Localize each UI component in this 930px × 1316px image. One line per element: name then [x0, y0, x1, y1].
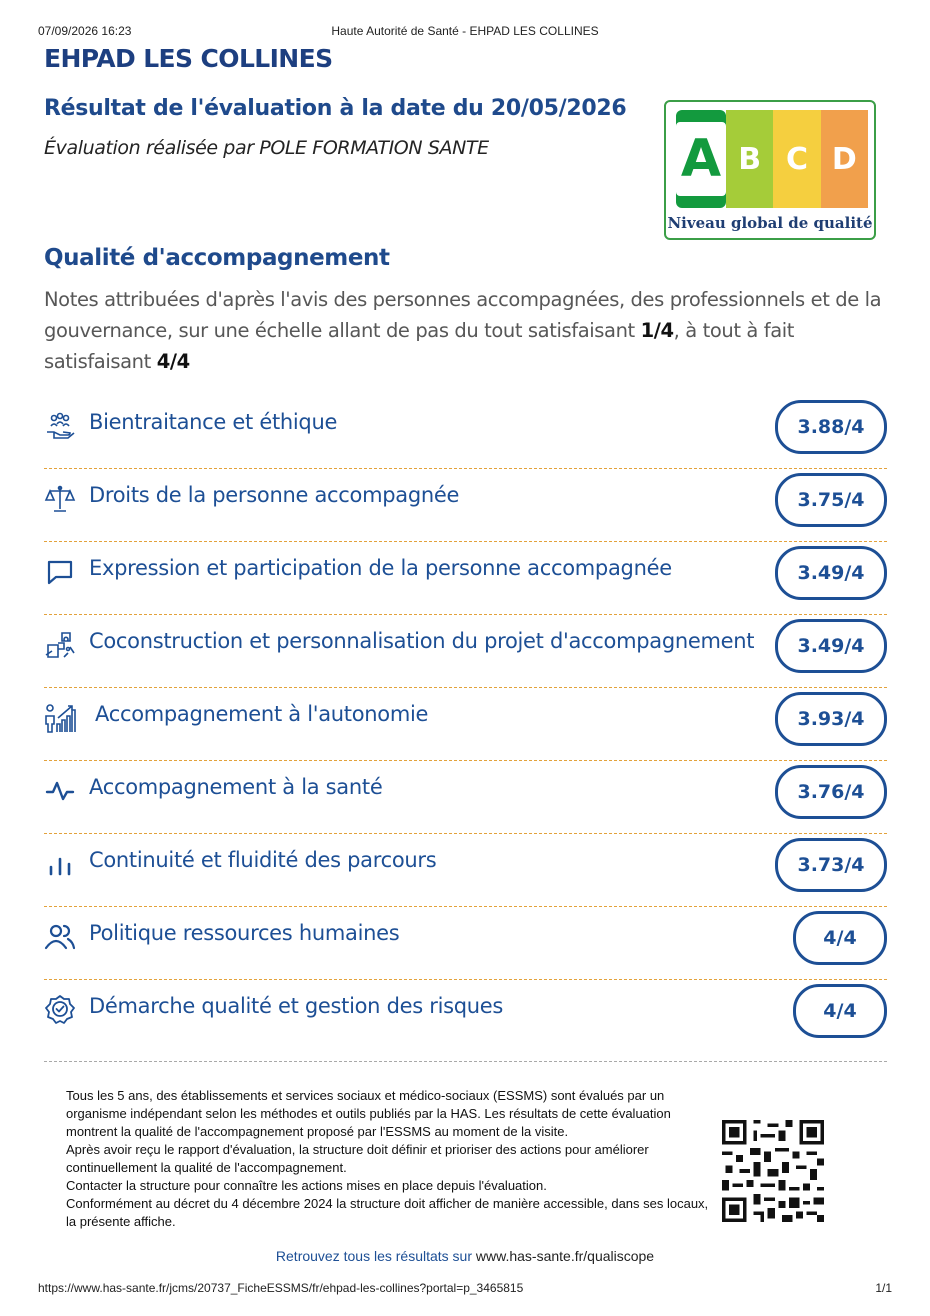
criterion-score: 4/4 [793, 911, 887, 965]
disclaimer-paragraph: Après avoir reçu le rapport d'évaluation, la structure doit définir et prioriser des actions pour améliorer continuellement la qualité de l'accompagnement. [66, 1142, 649, 1175]
scales-icon [44, 483, 76, 515]
grade-scale [676, 110, 868, 208]
criterion-score: 3.73/4 [775, 838, 887, 892]
print-footer [38, 1281, 892, 1297]
disclaimer-paragraph: Contacter la structure pour connaître les actions mises en place depuis l'évaluation. [66, 1178, 547, 1193]
speech-bubble-icon [44, 556, 76, 588]
disclaimer-paragraph: Tous les 5 ans, des établissements et services sociaux et médico-sociaux (ESSMS) sont évalués par un organisme indépendant selon les méthodes et outils publiés par la HAS. Les résultats de cette évaluation montrent la qualité de l'accompagnement proposé par l'ESSMS au moment de la visite. [66, 1088, 671, 1139]
facility-name: EHPAD LES COLLINES [44, 44, 333, 73]
results-link-text: Retrouvez tous les résultats sur [275, 1248, 476, 1264]
criterion-score: 3.76/4 [775, 765, 887, 819]
criterion-score: 3.49/4 [775, 619, 887, 673]
criterion-score: 4/4 [793, 984, 887, 1038]
criterion-score: 3.75/4 [775, 473, 887, 527]
section-title: Qualité d'accompagnement [44, 245, 390, 271]
criterion-row [44, 615, 887, 688]
evaluation-title: Résultat de l'évaluation à la date du 20/05/2026 [44, 96, 627, 121]
criterion-label: Accompagnement à l'autonomie [95, 702, 429, 726]
section-intro [44, 284, 894, 377]
users-icon [44, 921, 76, 953]
criterion-score: 3.88/4 [775, 400, 887, 454]
criterion-label: Accompagnement à la santé [89, 775, 383, 799]
criterion-label: Expression et participation de la personne accompagnée [89, 556, 672, 580]
people-hand-icon [44, 410, 76, 442]
criterion-label: Politique ressources humaines [89, 921, 400, 945]
section-divider [44, 1061, 887, 1062]
criterion-row [44, 761, 887, 834]
scale-min: 1/4 [640, 319, 674, 342]
criterion-row [44, 542, 887, 615]
intro-text-1: Notes attribuées d'après l'avis des personnes accompagnées, des professionnels et de la gouvernance, sur une échelle allant de pas du tout satisfaisant [44, 288, 882, 342]
qr-code-icon [722, 1120, 824, 1222]
criterion-label: Droits de la personne accompagnée [89, 483, 460, 507]
results-link-url[interactable]: www.has-sante.fr/qualiscope [475, 1248, 655, 1264]
disclaimer-paragraph: Conformément au décret du 4 décembre 2024 la structure doit afficher de manière accessible, dans ses locaux, la présente affiche. [66, 1196, 709, 1229]
grade-a [676, 110, 726, 208]
print-datetime: 07/09/2026 16:23 [38, 24, 132, 38]
criterion-row [44, 688, 887, 761]
puzzle-hands-icon [44, 629, 76, 661]
criterion-label: Coconstruction et personnalisation du projet d'accompagnement [89, 629, 755, 653]
criteria-list [44, 396, 887, 1053]
criterion-row [44, 980, 887, 1053]
criterion-score: 3.49/4 [775, 546, 887, 600]
bar-chart-icon [44, 848, 76, 880]
criterion-label: Continuité et fluidité des parcours [89, 848, 437, 872]
criterion-score: 3.93/4 [775, 692, 887, 746]
scale-max: 4/4 [156, 350, 190, 373]
criterion-row [44, 907, 887, 980]
grade-b: B [726, 110, 773, 208]
grade-d: D [821, 110, 868, 208]
print-page-number: 1/1 [875, 1281, 892, 1295]
quality-badge-icon [44, 994, 76, 1026]
grade-a-highlight [676, 122, 726, 196]
criterion-row [44, 834, 887, 907]
grade-c: C [773, 110, 820, 208]
heartbeat-icon [44, 775, 76, 807]
intro-text-2: , à tout à fait satisfaisant [44, 319, 795, 373]
global-grade-badge [664, 100, 876, 240]
criterion-row [44, 396, 887, 469]
person-growth-chart-icon [44, 702, 76, 734]
results-link [0, 1248, 930, 1264]
evaluation-by: Évaluation réalisée par POLE FORMATION SANTE [44, 137, 489, 159]
criterion-label: Démarche qualité et gestion des risques [89, 994, 504, 1018]
print-page-title: Haute Autorité de Santé - EHPAD LES COLLINES [331, 24, 599, 38]
criterion-label: Bientraitance et éthique [89, 410, 338, 434]
disclaimer [66, 1087, 716, 1231]
grade-a-letter: A [680, 129, 722, 189]
print-header [38, 24, 892, 40]
grade-caption: Niveau global de qualité [667, 214, 873, 232]
print-url: https://www.has-sante.fr/jcms/20737_FicheESSMS/fr/ehpad-les-collines?portal=p_3465815 [38, 1281, 524, 1295]
criterion-row [44, 469, 887, 542]
